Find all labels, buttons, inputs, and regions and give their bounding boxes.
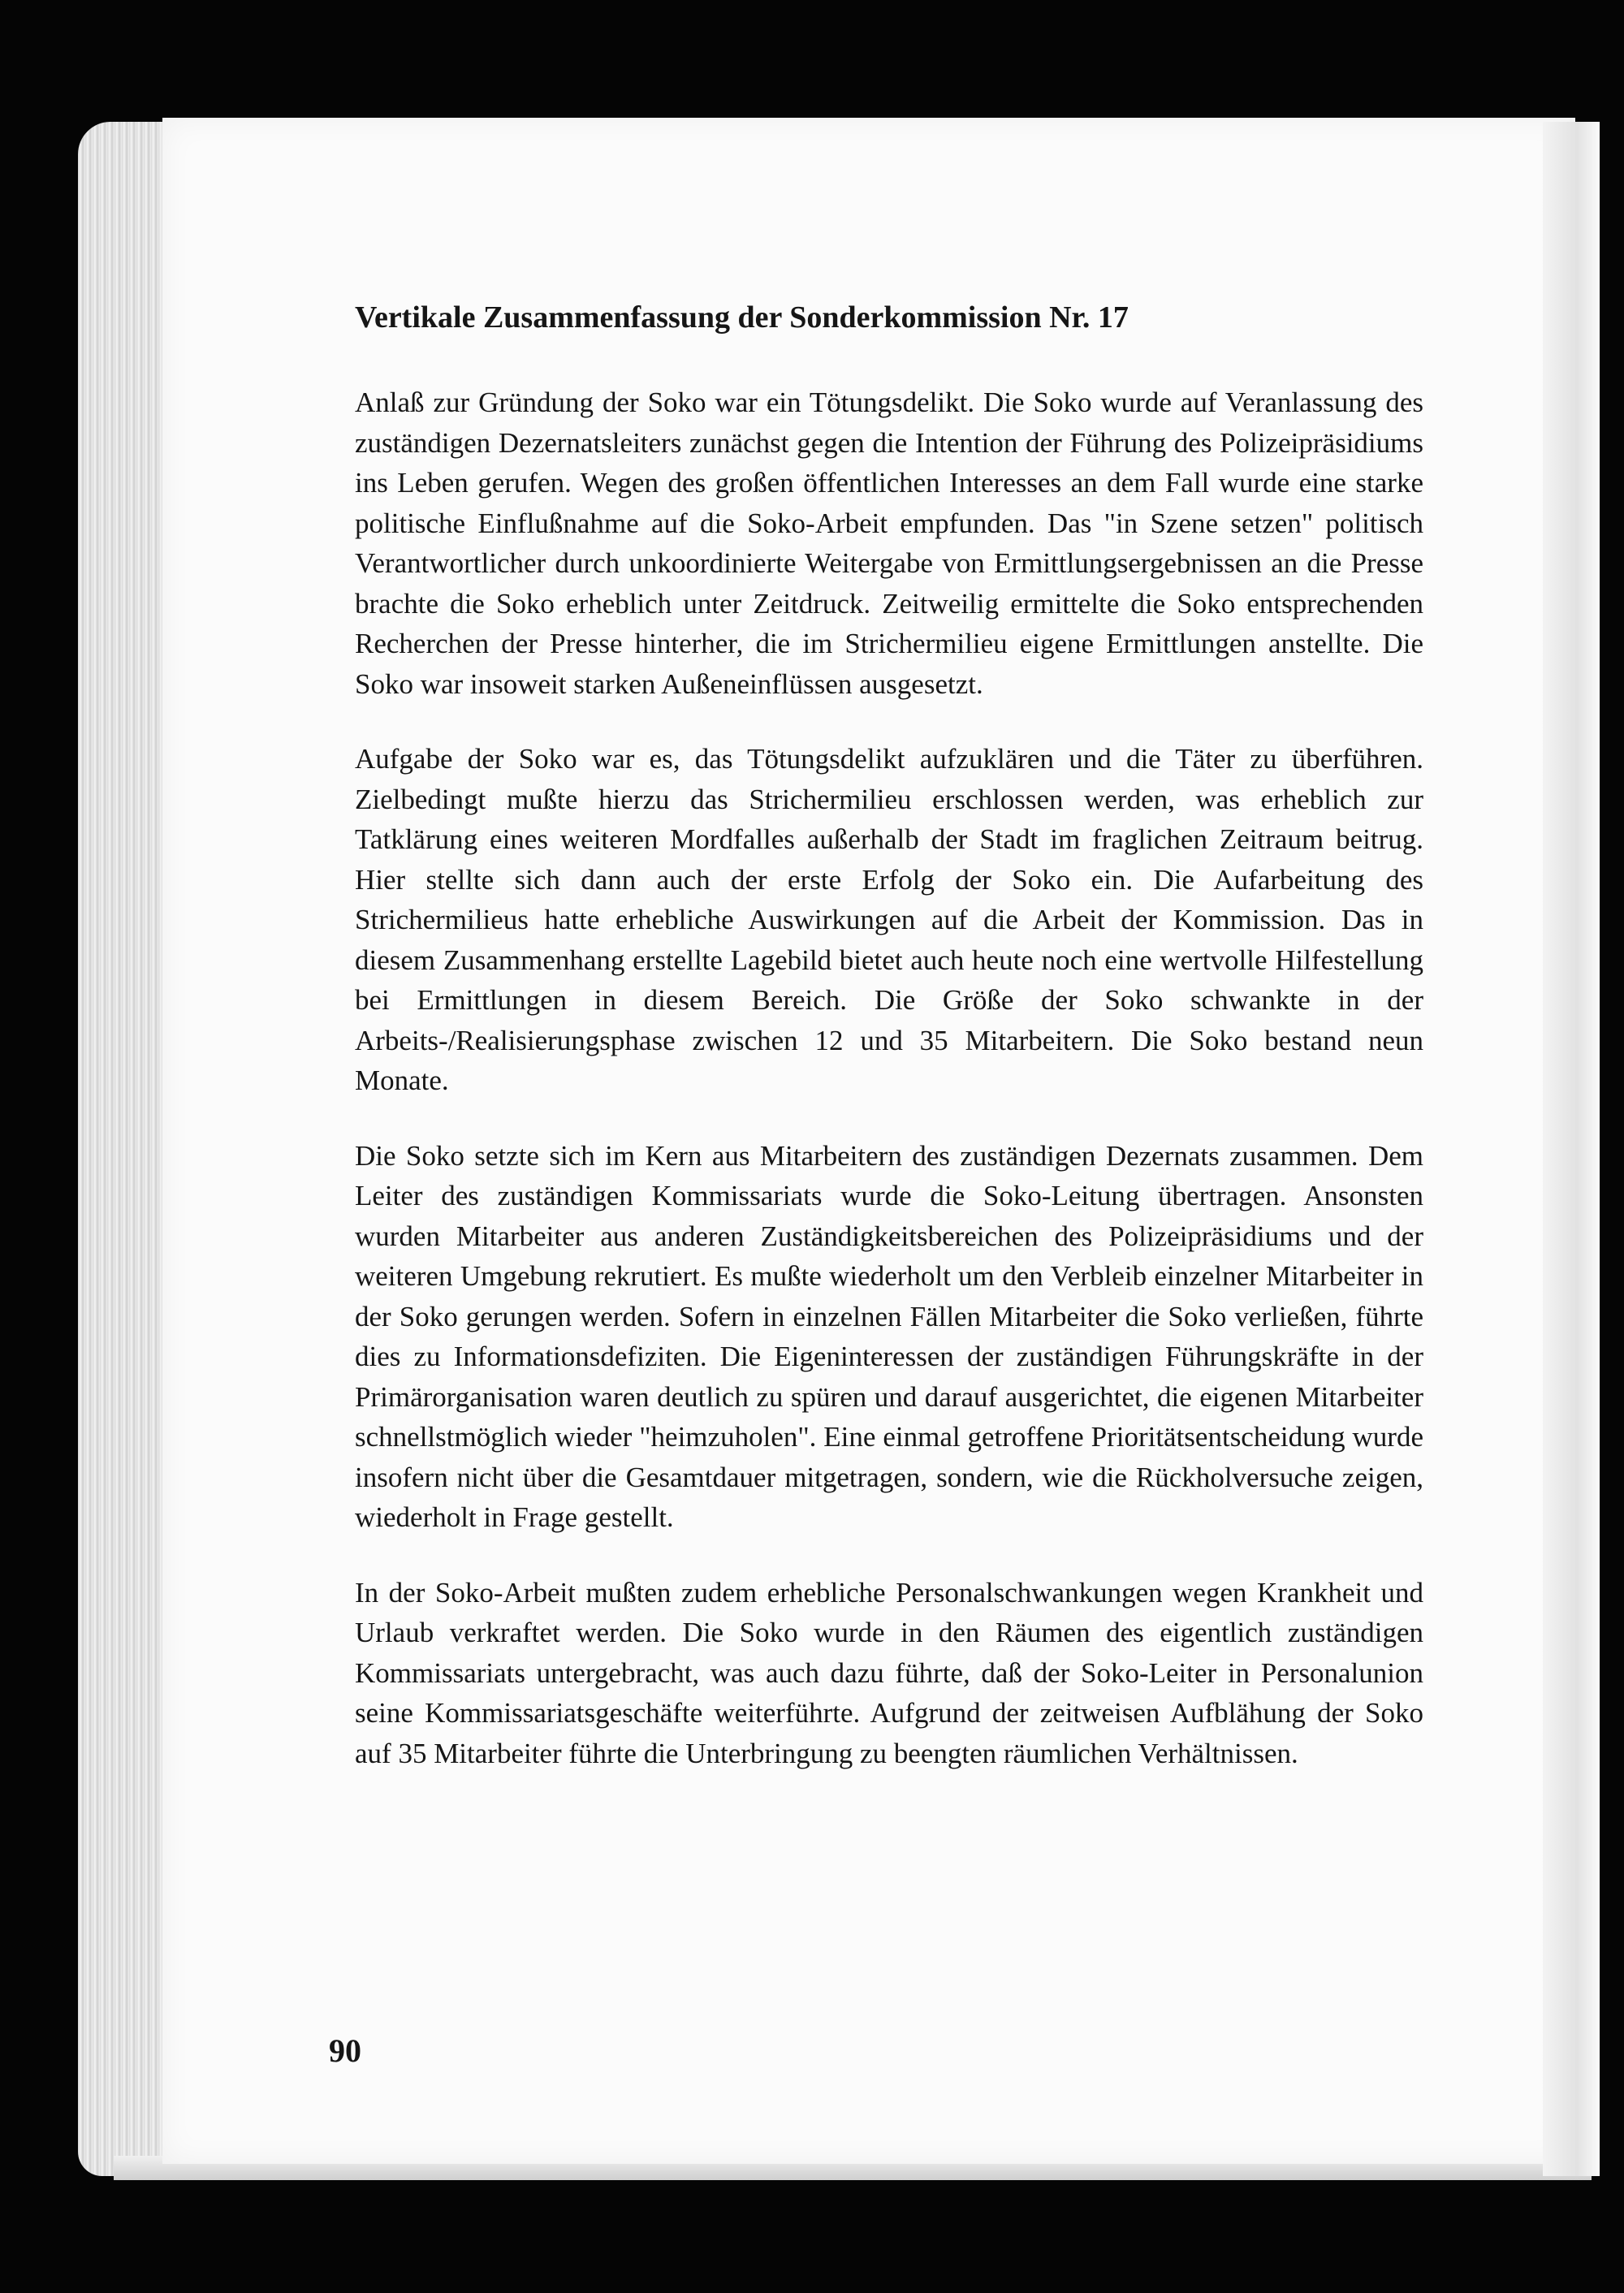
page-number: 90 — [329, 2032, 361, 2069]
paragraph-1: Anlaß zur Gründung der Soko war ein Tötungsdelikt. Die Soko wurde auf Veranlassung des zuständigen Dezernatsleiters zunächst gegen die Intention der Führung des Polizeipräsidiums ins Leben gerufen. Wegen des großen öffentlichen Interesses an dem Fall wurde eine starke politische Einflußnahme auf die Soko-Arbeit empfunden. Das "in Szene setzen" politisch Verantwortlicher durch unkoordinierte Weitergabe von Ermittlungsergebnissen an die Presse brachte die Soko erheblich unter Zeitdruck. Zeitweilig ermittelte die Soko entsprechenden Recherchen der Presse hinterher, die im Strichermilieu eigene Ermittlungen anstellte. Die Soko war insoweit starken Außeneinflüssen ausgesetzt. — [355, 386, 1423, 700]
section-heading: Vertikale Zusammenfassung der Sonderkommission Nr. 17 — [355, 300, 1129, 335]
paragraph-3: Die Soko setzte sich im Kern aus Mitarbeitern des zuständigen Dezernats zusammen. Dem Leiter des zuständigen Kommissariats wurde die Soko-Leitung übertragen. Ansonsten wurden Mitarbeiter aus anderen Zuständigkeitsbereichen des Polizeipräsidiums und der weiteren Umgebung rekrutiert. Es mußte wiederholt um den Verbleib einzelner Mitarbeiter in der Soko gerungen werden. Sofern in einzelnen Fällen Mitarbeiter die Soko verließen, führte dies zu Informationsdefiziten. Die Eigeninteressen der zuständigen Führungskräfte in der Primärorganisation waren deutlich zu spüren und darauf ausgerichtet, die eigenen Mitarbeiter schnellstmöglich wieder "heimzuholen". Eine einmal getroffene Prioritätsentscheidung wurde insofern nicht über die Gesamtdauer mitgetragen, sondern, wie die Rückholversuche zeigen, wiederholt in Frage gestellt. — [355, 1139, 1423, 1533]
paragraph-4: In der Soko-Arbeit mußten zudem erhebliche Personalschwankungen wegen Krankheit und Urlaub verkraftet werden. Die Soko wurde in den Räumen des eigentlich zuständigen Kommissariats untergebracht, was auch dazu führte, daß der Soko-Leiter in Personalunion seine Kommissariatsgeschäfte weiterführte. Aufgrund der zeitweisen Aufblähung der Soko auf 35 Mitarbeiter führte die Unterbringung zu beengten räumlichen Verhältnissen. — [355, 1576, 1423, 1769]
page-content — [355, 298, 1423, 1808]
page-right-edge — [1543, 122, 1600, 2176]
paragraph-2: Aufgabe der Soko war es, das Tötungsdelikt aufzuklären und die Täter zu überführen. Zielbedingt mußte hierzu das Strichermilieu erschlossen werden, was erheblich zur Tatklärung eines weiteren Mordfalles außerhalb der Stadt im fraglichen Zeitraum beitrug. Hier stellte sich dann auch der erste Erfolg der Soko ein. Die Aufarbeitung des Strichermilieus hatte erhebliche Auswirkungen auf die Arbeit der Kommission. Das in diesem Zusammenhang erstellte Lagebild bietet auch heute noch eine wertvolle Hilfestellung bei Ermittlungen in diesem Bereich. Die Größe der Soko schwankte in der Arbeits-/Realisierungsphase zwischen 12 und 35 Mitarbeitern. Die Soko bestand neun Monate. — [355, 743, 1423, 1096]
